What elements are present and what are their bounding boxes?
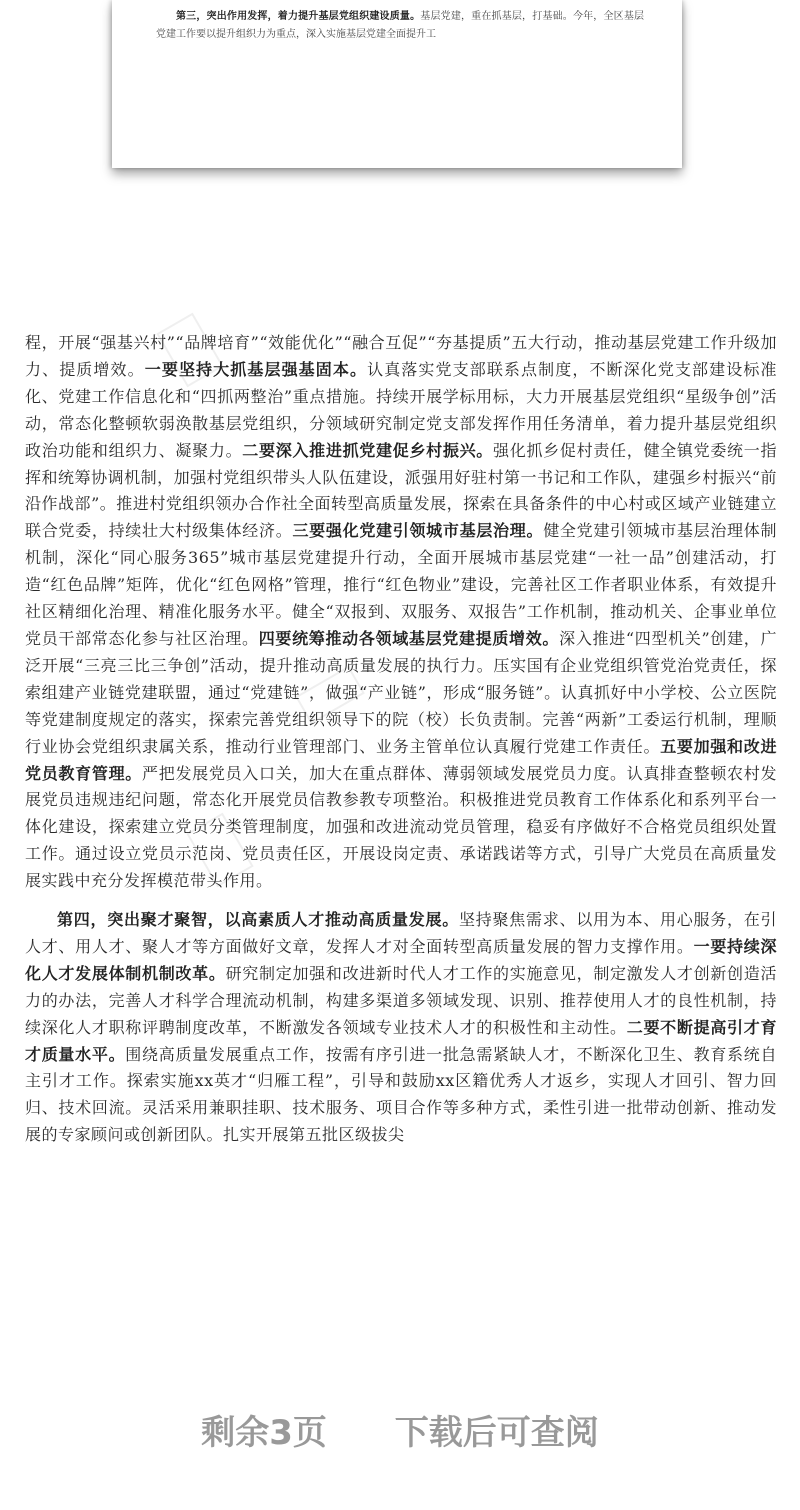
remaining-pages-label[interactable]: 剩余3页 [201, 1413, 327, 1453]
bold-heading-text: 二要深入推进抓党建促乡村振兴。 [242, 440, 494, 460]
body-text: 坚持聚焦需求、以用为本、用心服务，在引人才、用人才、聚人才等方面做好文章，发挥人才对全面转型高质量发展的智力支撑作用。 [25, 910, 777, 956]
bold-heading-text: 三要强化党建引领城市基层治理。 [292, 521, 544, 541]
paragraph-third-continued [25, 330, 777, 895]
download-prompt[interactable] [0, 1405, 800, 1454]
body-text: 围绕高质量发展重点工作，按需有序引进一批急需紧缺人才，不断深化卫生、教育系统自主引才工作。探索实施xx英才“归雁工程”，引导和鼓励xx区籍优秀人才返乡，实现人才回引、智力回归、技术回流。灵活采用兼职挂职、技术服务、项目合作等多种方式，柔性引进一批带动创新、推动发展的专家顾问或创新团队。扎实开展第五批区级拔尖 [25, 1044, 777, 1145]
bold-heading-text: 二要不断提高引才育才质量水平。 [25, 1017, 777, 1064]
body-text: 深入推进“四型机关”创建，广泛开展“三亮三比三争创”活动，提升推动高质量发展的执行力。压实国有企业党组织管党治党责任，探索组建产业链党建联盟，通过“党建链”，做强“产业链”，形成“服务链”。认真抓好中小学校、公立医院等党建制度规定的落实，探索完善党组织领导下的院（校）长负责制。完善“两新”工委运行机制，理顺行业协会党组织隶属关系，推动行业管理部门、业务主管单位认真履行党建工作责任。 [25, 628, 777, 756]
download-to-view-label[interactable]: 下载后可查阅 [394, 1413, 599, 1453]
paragraph-fourth [25, 907, 777, 1149]
bold-heading-text: 一要持续深化人才发展体制机制改革。 [25, 936, 777, 983]
preview-body: 基层党建，重在抓基层，打基础。今年，全区基层党建工作要以提升组织力为重点，深入实施基层党建全面提升工 [156, 11, 645, 40]
body-text: 认真落实党支部联系点制度，不断深化党支部建设标准化、党建工作信息化和“四抓两整治”重点措施。持续开展学标用标，大力开展基层党组织“星级争创”活动，常态化整顿软弱涣散基层党组织，分领域研究制定党支部发挥作用任务清单，着力提升基层党组织政治功能和组织力、凝聚力。 [25, 359, 777, 460]
preview-page-card [112, 0, 682, 168]
bold-heading-text: 五要加强和改进党员教育管理。 [25, 736, 777, 783]
bold-heading-text: 第四，突出聚才聚智，以高素质人才推动高质量发展。 [57, 910, 459, 930]
document-body [25, 330, 777, 1149]
preview-card-text [156, 8, 644, 44]
body-text: 强化抓乡促村责任，健全镇党委统一指挥和统筹协调机制，加强村党组织带头人队伍建设，派强用好驻村第一书记和工作队，建强乡村振兴“前沿作战部”。推进村党组织领办合作社全面转型高质量发展，探索在具备条件的中心村或区域产业链建立联合党委，持续壮大村级集体经济。 [25, 440, 777, 541]
body-text: 严把发展党员入口关，加大在重点群体、薄弱领域发展党员力度。认真排查整顿农村发展党员违规违纪问题，常态化开展党员信教参教专项整治。积极推进党员教育工作体系化和系列平台一体化建设，探索建立党员分类管理制度，加强和改进流动党员管理，稳妥有序做好不合格党员组织处置工作。通过设立党员示范岗、党员责任区，开展设岗定责、承诺践诺等方式，引导广大党员在高质量发展实践中充分发挥模范带头作用。 [25, 763, 777, 891]
body-text: 健全党建引领城市基层治理体制机制，深化“同心服务365”城市基层党建提升行动，全面开展城市基层党建“一社一品”创建活动，打造“红色品牌”矩阵，优化“红色网格”管理，推行“红色物业”建设，完善社区工作者职业体系，有效提升社区精细化治理、精准化服务水平。健全“双报到、双服务、双报告”工作机制，推动机关、企事业单位党员干部常态化参与社区治理。 [25, 521, 777, 648]
preview-heading: 第三，突出作用发挥，着力提升基层党组织建设质量。 [176, 11, 421, 22]
bold-heading-text: 四要统筹推动各领域基层党建提质增效。 [258, 628, 560, 648]
bold-heading-text: 一要坚持大抓基层强基固本。 [144, 359, 368, 379]
body-text: 研究制定加强和改进新时代人才工作的实施意见，制定激发人才创新创造活力的办法，完善人才科学合理流动机制，构建多渠道多领域发现、识别、推荐使用人才的良性机制，持续深化人才职称评聘制度改革，不断激发各领域专业技术人才的积极性和主动性。 [25, 963, 777, 1037]
body-text: 程，开展“强基兴村”“品牌培育”“效能优化”“融合互促”“夯基提质”五大行动，推动基层党建工作升级加力、提质增效。 [25, 333, 777, 379]
